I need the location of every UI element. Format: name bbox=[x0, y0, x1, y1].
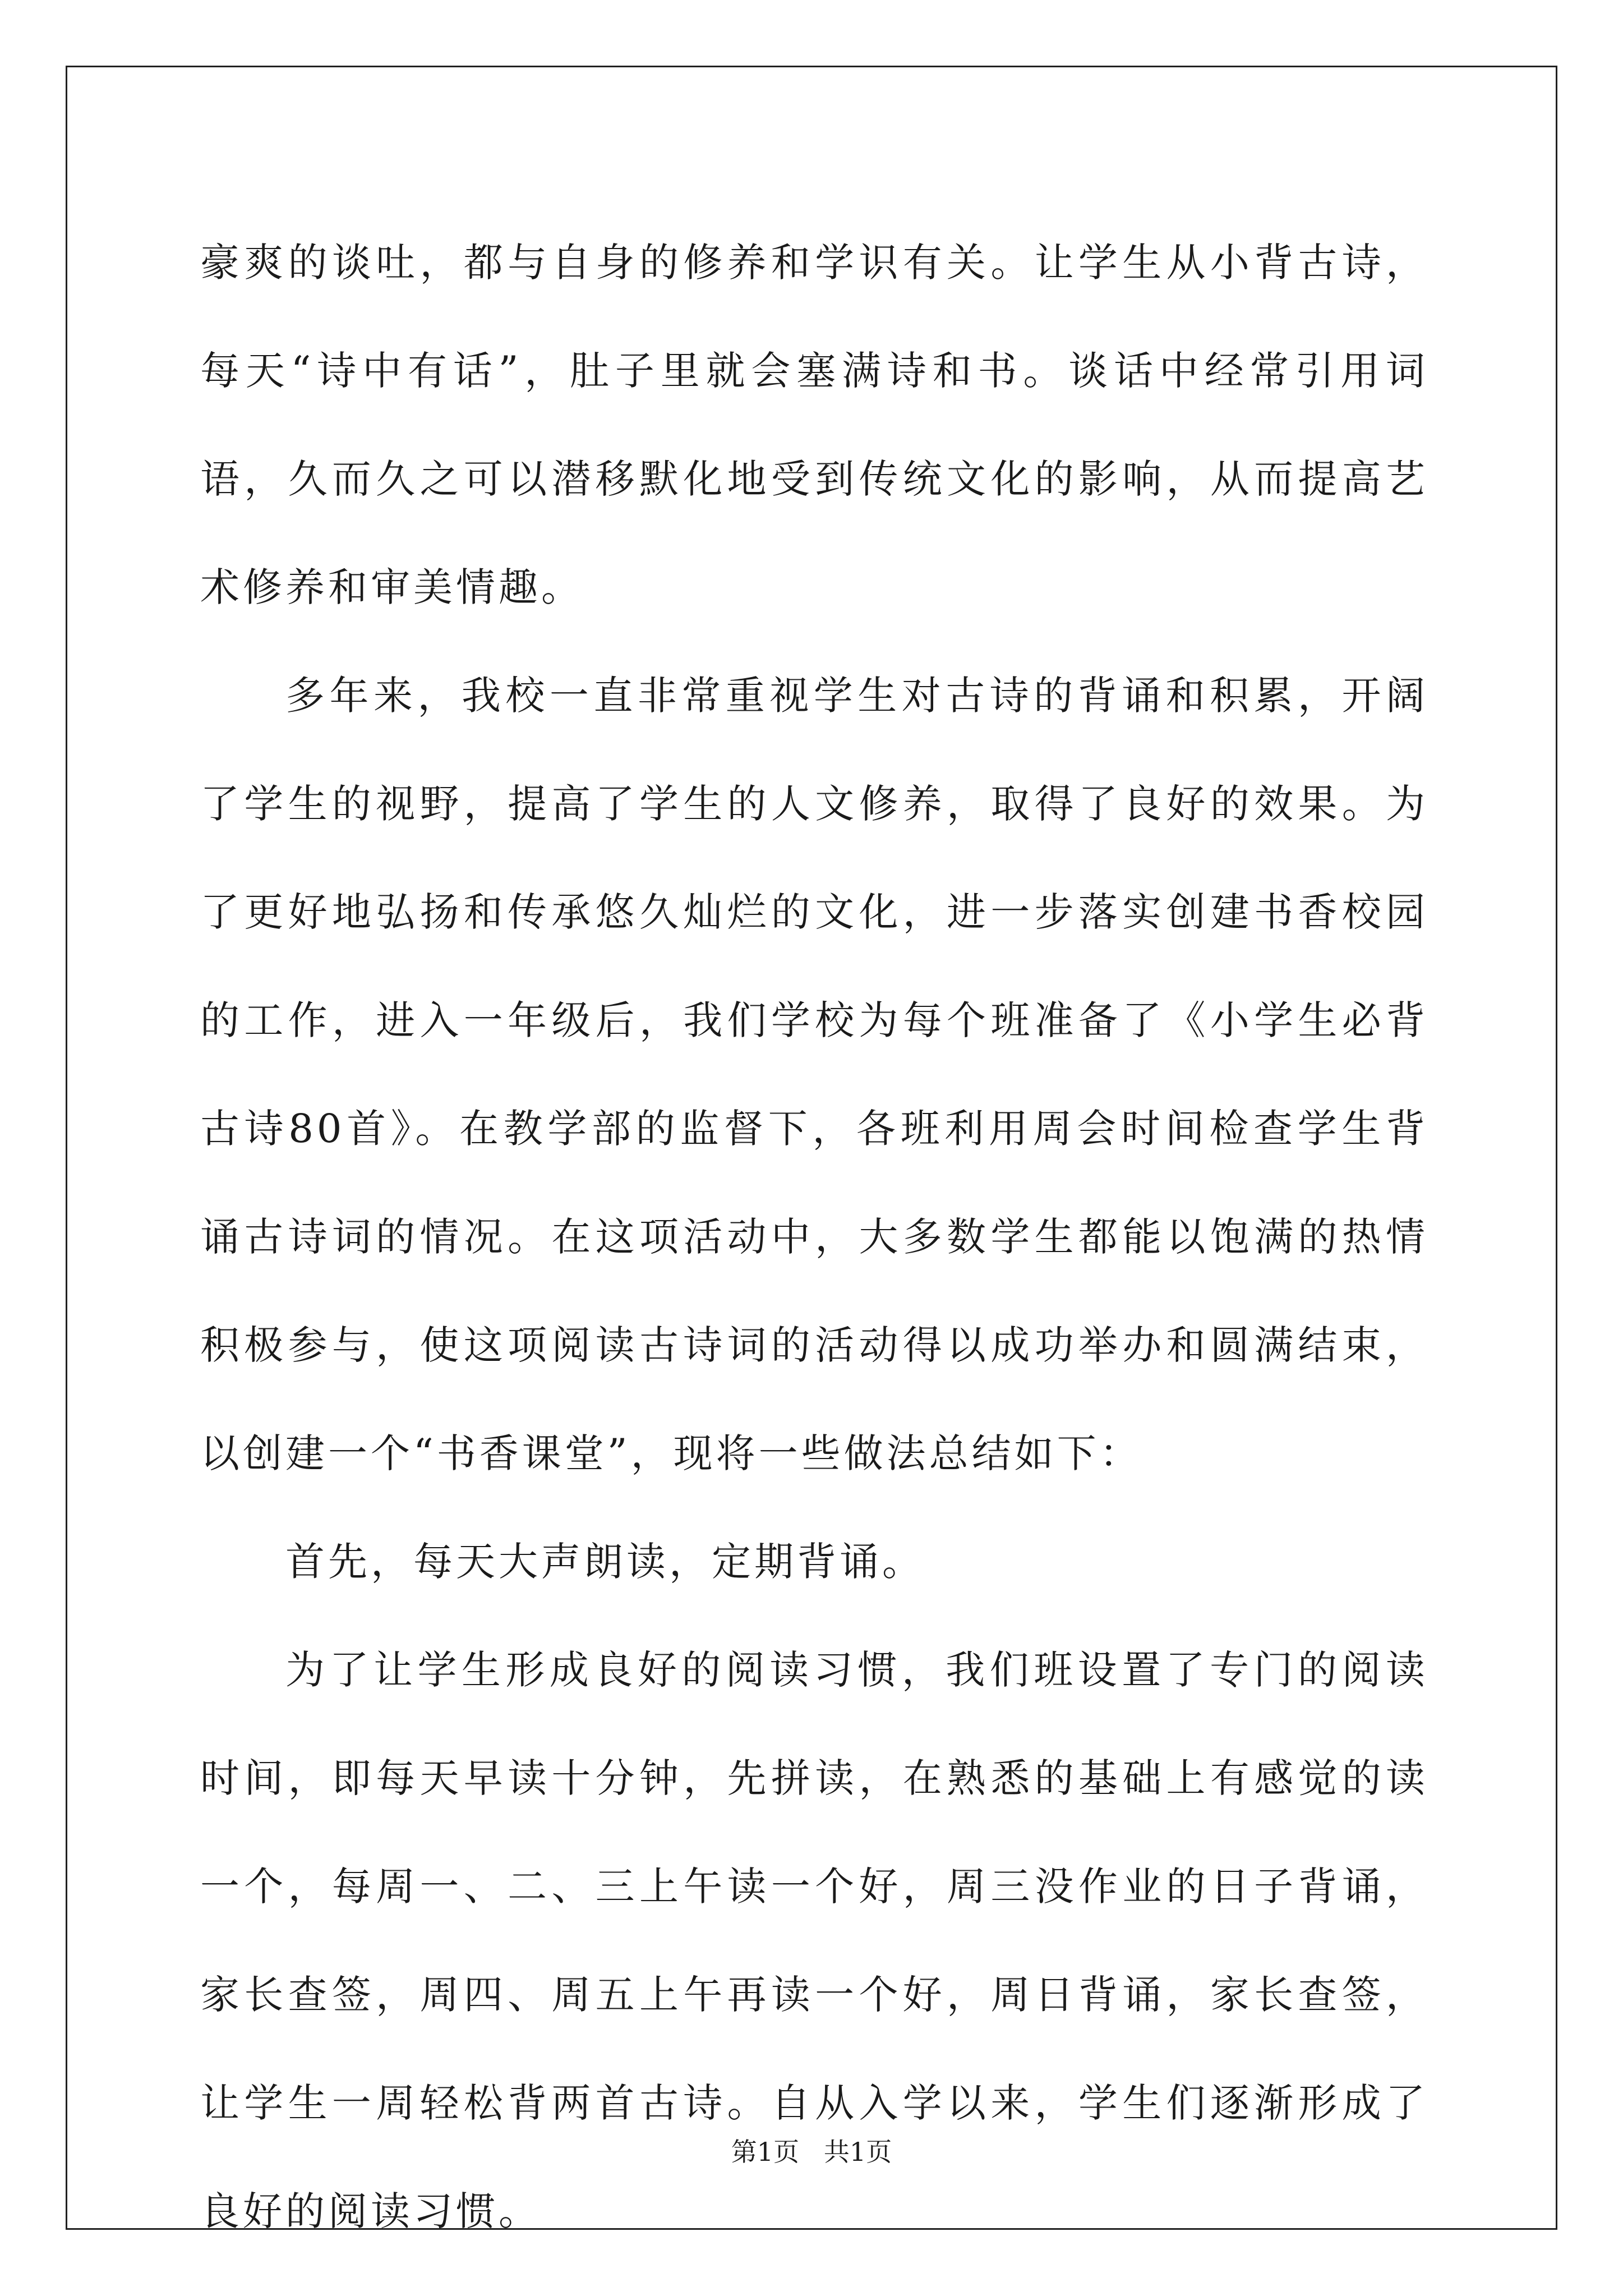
document-body bbox=[200, 209, 1428, 2266]
paragraph-1: 豪爽的谈吐，都与自身的修养和学识有关。让学生从小背古诗，每天“诗中有话”，肚子里就会塞满诗和书。谈话中经常引用词语，久而久之可以潜移默化地受到传统文化的影响，从而提高艺术修养和审美情趣。 bbox=[200, 240, 1428, 610]
paragraph-3: 首先，每天大声朗读，定期背诵。 bbox=[285, 1539, 925, 1585]
paragraph-4: 为了让学生形成良好的阅读习惯，我们班设置了专门的阅读时间，即每天早读十分钟，先拼读，在熟悉的基础上有感觉的读一个，每周一、二、三上午读一个好，周三没作业的日子背诵，家长查签，周四、周五上午再读一个好，周日背诵，家长查签，让学生一周轻松背两首古诗。自从入学以来，学生们逐渐形成了良好的阅读习惯。 bbox=[200, 1647, 1428, 2234]
page-footer: 第1页 共1页 bbox=[731, 2137, 892, 2167]
paragraph-2: 多年来，我校一直非常重视学生对古诗的背诵和积累，开阔了学生的视野，提高了学生的人文修养，取得了良好的效果。为了更好地弘扬和传承悠久灿烂的文化，进一步落实创建书香校园的工作，进入一年级后，我们学校为每个班准备了《小学生必背古诗80首》。在教学部的监督下，各班利用周会时间检查学生背诵古诗词的情况。在这项活动中，大多数学生都能以饱满的热情积极参与，使这项阅读古诗词的活动得以成功举办和圆满结束，以创建一个“书香课堂”，现将一些做法总结如下： bbox=[200, 673, 1428, 1476]
